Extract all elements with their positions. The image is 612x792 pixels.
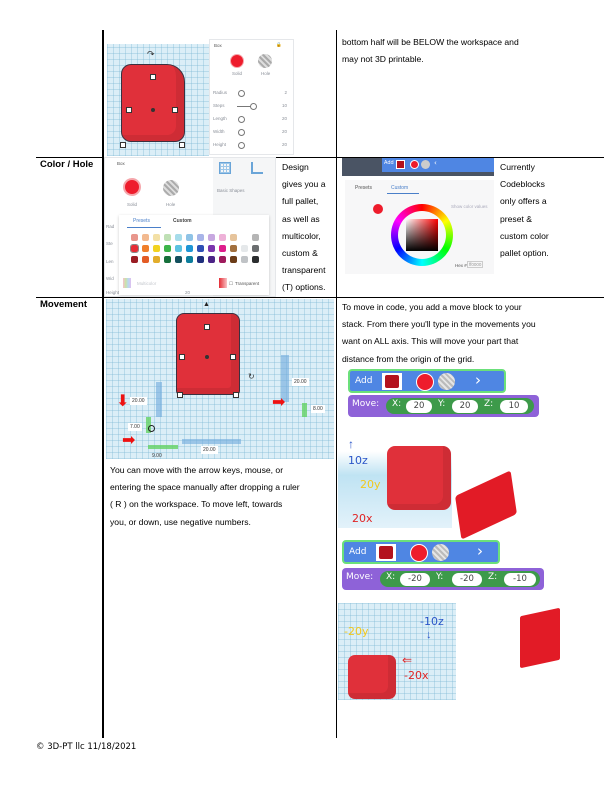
row3-code-text: To move in code, you add a move block to your stack. From there you'll type in the movements you want on ALL axis. This will move your part that distance from the origin of the grid. (342, 302, 536, 364)
handle (179, 354, 185, 360)
handle (179, 142, 185, 148)
handle (230, 354, 236, 360)
prop-height[interactable]: Height 20 (213, 142, 287, 147)
handle (172, 107, 178, 113)
handle (150, 74, 156, 80)
handle (204, 324, 210, 330)
side-label: Rad (106, 224, 115, 229)
transparent-icon[interactable] (219, 278, 227, 288)
z-input[interactable]: 10 (500, 400, 528, 413)
row-label-color-hole: Color / Hole (40, 159, 94, 170)
color-swatch[interactable] (197, 256, 204, 263)
solid-button[interactable] (123, 178, 141, 196)
color-swatch[interactable] (241, 256, 248, 263)
add-label: Add (349, 547, 367, 557)
tinkercad-shape-screenshot (107, 44, 209, 156)
multicolor-icon[interactable] (123, 278, 131, 288)
red-cube (387, 446, 451, 510)
saturation-square[interactable] (406, 219, 438, 251)
tab-presets[interactable]: Presets (355, 185, 372, 191)
hole-label: Hole (261, 71, 271, 76)
up-arrow-icon: ↑ (348, 437, 354, 451)
red-arrow-down-icon: ⬇ (116, 393, 130, 410)
hole-label: Hole (166, 202, 176, 207)
prop-width[interactable]: Width 20 (213, 129, 287, 134)
tab-custom[interactable]: Custom (391, 185, 409, 191)
color-swatch[interactable] (230, 234, 237, 241)
handle (233, 392, 239, 398)
annotation-z: 10z (348, 454, 368, 467)
dim-y-side[interactable]: 8.00 (313, 406, 323, 412)
chevron-left-icon[interactable]: ‹ (434, 159, 437, 167)
current-color (373, 204, 383, 214)
shape-thumb (396, 160, 405, 169)
solid-label: Solid (232, 71, 243, 76)
move-result-screenshot-2 (338, 603, 456, 700)
move-label: Move: (352, 399, 380, 409)
color-swatch[interactable] (153, 234, 160, 241)
shape-thumbnail[interactable] (376, 544, 396, 561)
color-swatch[interactable] (208, 245, 215, 252)
move-block[interactable] (342, 568, 544, 590)
hex-input[interactable]: ff0000 (469, 262, 482, 267)
copyright-footer: © 3D-PT llc 11/18/2021 (36, 742, 137, 752)
color-swatch[interactable] (142, 245, 149, 252)
color-swatch[interactable] (252, 234, 259, 241)
table-col-divider-1 (102, 30, 104, 738)
hole-swatch[interactable] (432, 544, 449, 561)
tab-underline (387, 193, 419, 194)
color-swatch[interactable] (175, 234, 182, 241)
add-block[interactable] (348, 369, 506, 393)
dim-x-offset[interactable]: 9.00 (152, 453, 162, 459)
hole-swatch[interactable] (421, 160, 430, 169)
add-block[interactable] (342, 540, 500, 564)
color-swatch[interactable] (164, 234, 171, 241)
color-swatch[interactable] (416, 373, 434, 391)
height-value: 20 (185, 290, 191, 295)
center-dot (205, 355, 209, 359)
color-swatch[interactable] (208, 256, 215, 263)
side-label: Wid (106, 276, 114, 281)
dim-depth[interactable]: 20.00 (132, 398, 145, 404)
red-cube-3d (520, 608, 560, 669)
dim-height[interactable]: 20.00 (294, 379, 307, 385)
row2-design-text: Design gives you a full pallet, as well as multicolor, custom & transparent (T) options. (282, 162, 326, 293)
slider-knob[interactable] (238, 142, 245, 149)
green-bar (302, 403, 307, 417)
color-swatch[interactable] (175, 256, 182, 263)
solid-button[interactable] (230, 54, 244, 68)
tinkercad-move-screenshot (106, 299, 334, 459)
color-picker-popup (119, 215, 269, 295)
rotate-icon: ↻ (248, 372, 255, 381)
color-swatch[interactable] (153, 256, 160, 263)
color-swatch[interactable] (241, 245, 248, 252)
color-swatch[interactable] (410, 544, 428, 562)
y-input[interactable]: 20 (452, 400, 478, 413)
annotation-x: 20x (352, 512, 373, 525)
xyz-group: X: 20 Y: 20 Z: 10 (386, 398, 534, 414)
color-swatch[interactable] (175, 245, 182, 252)
row1-code-text: bottom half will be BELOW the workspace and may not 3D printable. (342, 37, 519, 65)
dim-z-offset[interactable]: 7.00 (130, 424, 140, 430)
side-label: Ste (106, 241, 113, 246)
color-swatch[interactable] (252, 245, 259, 252)
prop-steps[interactable]: Steps 10 (213, 103, 287, 108)
hole-swatch[interactable] (438, 373, 455, 390)
add-label: Add (355, 376, 373, 386)
color-swatch[interactable] (219, 234, 226, 241)
color-swatch[interactable] (186, 256, 193, 263)
red-cube-3d (455, 470, 517, 539)
codeblocks-color-screenshot (342, 158, 494, 274)
shape-thumbnail[interactable] (382, 373, 402, 390)
annotation-y: -20y (344, 625, 369, 638)
tinkercad-color-panel (104, 157, 276, 297)
origin-circle (148, 425, 155, 432)
z-input[interactable]: -10 (504, 573, 536, 586)
rotate-arrow-icon: ↷ (147, 49, 155, 59)
color-swatch[interactable] (153, 245, 160, 252)
center-dot (151, 108, 155, 112)
annotation-y: 20y (360, 478, 381, 491)
move-label: Move: (346, 572, 374, 582)
prop-radius[interactable]: Radius 2 (213, 90, 287, 95)
red-arrow-right-icon: ➡ (272, 394, 286, 411)
tab-custom[interactable]: Custom (173, 218, 192, 224)
color-swatch[interactable] (208, 234, 215, 241)
green-bar (148, 445, 178, 449)
transparent-checkbox[interactable]: ☐ (229, 281, 234, 286)
lock-icon[interactable]: 🔒 (276, 42, 282, 47)
move-result-screenshot-1 (338, 432, 452, 528)
y-input[interactable]: -20 (452, 573, 482, 586)
slider-knob[interactable] (250, 103, 257, 110)
color-swatch[interactable] (197, 234, 204, 241)
height-label: Height (106, 290, 120, 295)
row3-design-text: You can move with the arrow keys, mouse, or entering the space manually after dropping a ruler ( R ) on the workspace. To move left, towards you, or down, use negative numbers. (110, 465, 300, 527)
prop-length[interactable]: Length 20 (213, 116, 287, 121)
multicolor-label[interactable]: Multicolor (137, 281, 157, 286)
solid-label: Solid (127, 202, 138, 207)
red-cube (348, 655, 396, 699)
red-arrow-right-icon: ➡ (122, 432, 136, 449)
color-swatch[interactable] (186, 234, 193, 241)
color-swatch[interactable] (142, 234, 149, 241)
panel-title: Box (214, 43, 222, 48)
add-block[interactable]: Add ‹ (382, 158, 494, 172)
xyz-group: X: -20 Y: -20 Z: -10 (380, 571, 540, 587)
color-swatch[interactable] (230, 256, 237, 263)
annotation-x: -20x (404, 669, 429, 682)
color-swatch[interactable] (410, 160, 419, 169)
transparent-label[interactable]: Transparent (235, 281, 260, 286)
slider-knob[interactable] (238, 116, 245, 123)
color-swatch[interactable] (197, 245, 204, 252)
annotation-z: -10z (420, 615, 444, 628)
color-swatch[interactable] (131, 245, 138, 252)
color-swatch[interactable] (219, 245, 226, 252)
color-popup (345, 180, 494, 274)
ruler-icon[interactable] (251, 162, 263, 174)
dim-x-len[interactable]: 20.00 (203, 447, 216, 453)
side-label: Len (106, 259, 114, 264)
x-input[interactable]: 20 (406, 400, 432, 413)
color-swatch[interactable] (131, 256, 138, 263)
tab-underline (127, 227, 161, 228)
slider-knob[interactable] (238, 90, 245, 97)
show-values-label[interactable]: Show color values (451, 204, 488, 209)
table-row-divider-2 (36, 297, 604, 298)
shape-properties-panel (209, 39, 294, 155)
color-swatch[interactable] (186, 245, 193, 252)
grid-icon[interactable] (219, 162, 231, 174)
color-swatch[interactable] (131, 234, 138, 241)
table-col-divider-2 (336, 30, 337, 738)
panel-title: Box (117, 161, 125, 166)
color-swatch[interactable] (241, 234, 248, 241)
color-swatch[interactable] (164, 256, 171, 263)
slider-knob[interactable] (238, 129, 245, 136)
hole-button[interactable] (163, 180, 179, 196)
color-swatch[interactable] (164, 245, 171, 252)
left-arrow-icon: ⇐ (402, 653, 413, 667)
dimension-bar (182, 439, 241, 444)
chevron-right-icon[interactable]: › (475, 371, 481, 389)
color-palette[interactable] (131, 234, 259, 263)
hole-button[interactable] (258, 54, 272, 68)
down-arrow-icon: ↓ (426, 629, 432, 641)
hex-label: Hex # (455, 263, 467, 268)
handle (177, 392, 183, 398)
slider-track (237, 106, 251, 107)
x-input[interactable]: -20 (400, 573, 430, 586)
dimension-bar (156, 382, 162, 417)
color-swatch[interactable] (219, 256, 226, 263)
color-swatch[interactable] (142, 256, 149, 263)
color-swatch[interactable] (252, 256, 259, 263)
move-block[interactable] (348, 395, 539, 417)
tab-presets[interactable]: Presets (133, 218, 150, 224)
chevron-right-icon[interactable]: › (477, 542, 483, 560)
color-swatch[interactable] (230, 245, 237, 252)
up-arrow-icon: ▲ (203, 301, 210, 308)
handle (120, 142, 126, 148)
handle (126, 107, 132, 113)
row-label-movement: Movement (40, 299, 87, 310)
basic-shapes-label: Basic Shapes (217, 188, 245, 193)
row2-code-text: Currently Codeblocks only offers a preset & custom color pallet option. (500, 162, 549, 259)
